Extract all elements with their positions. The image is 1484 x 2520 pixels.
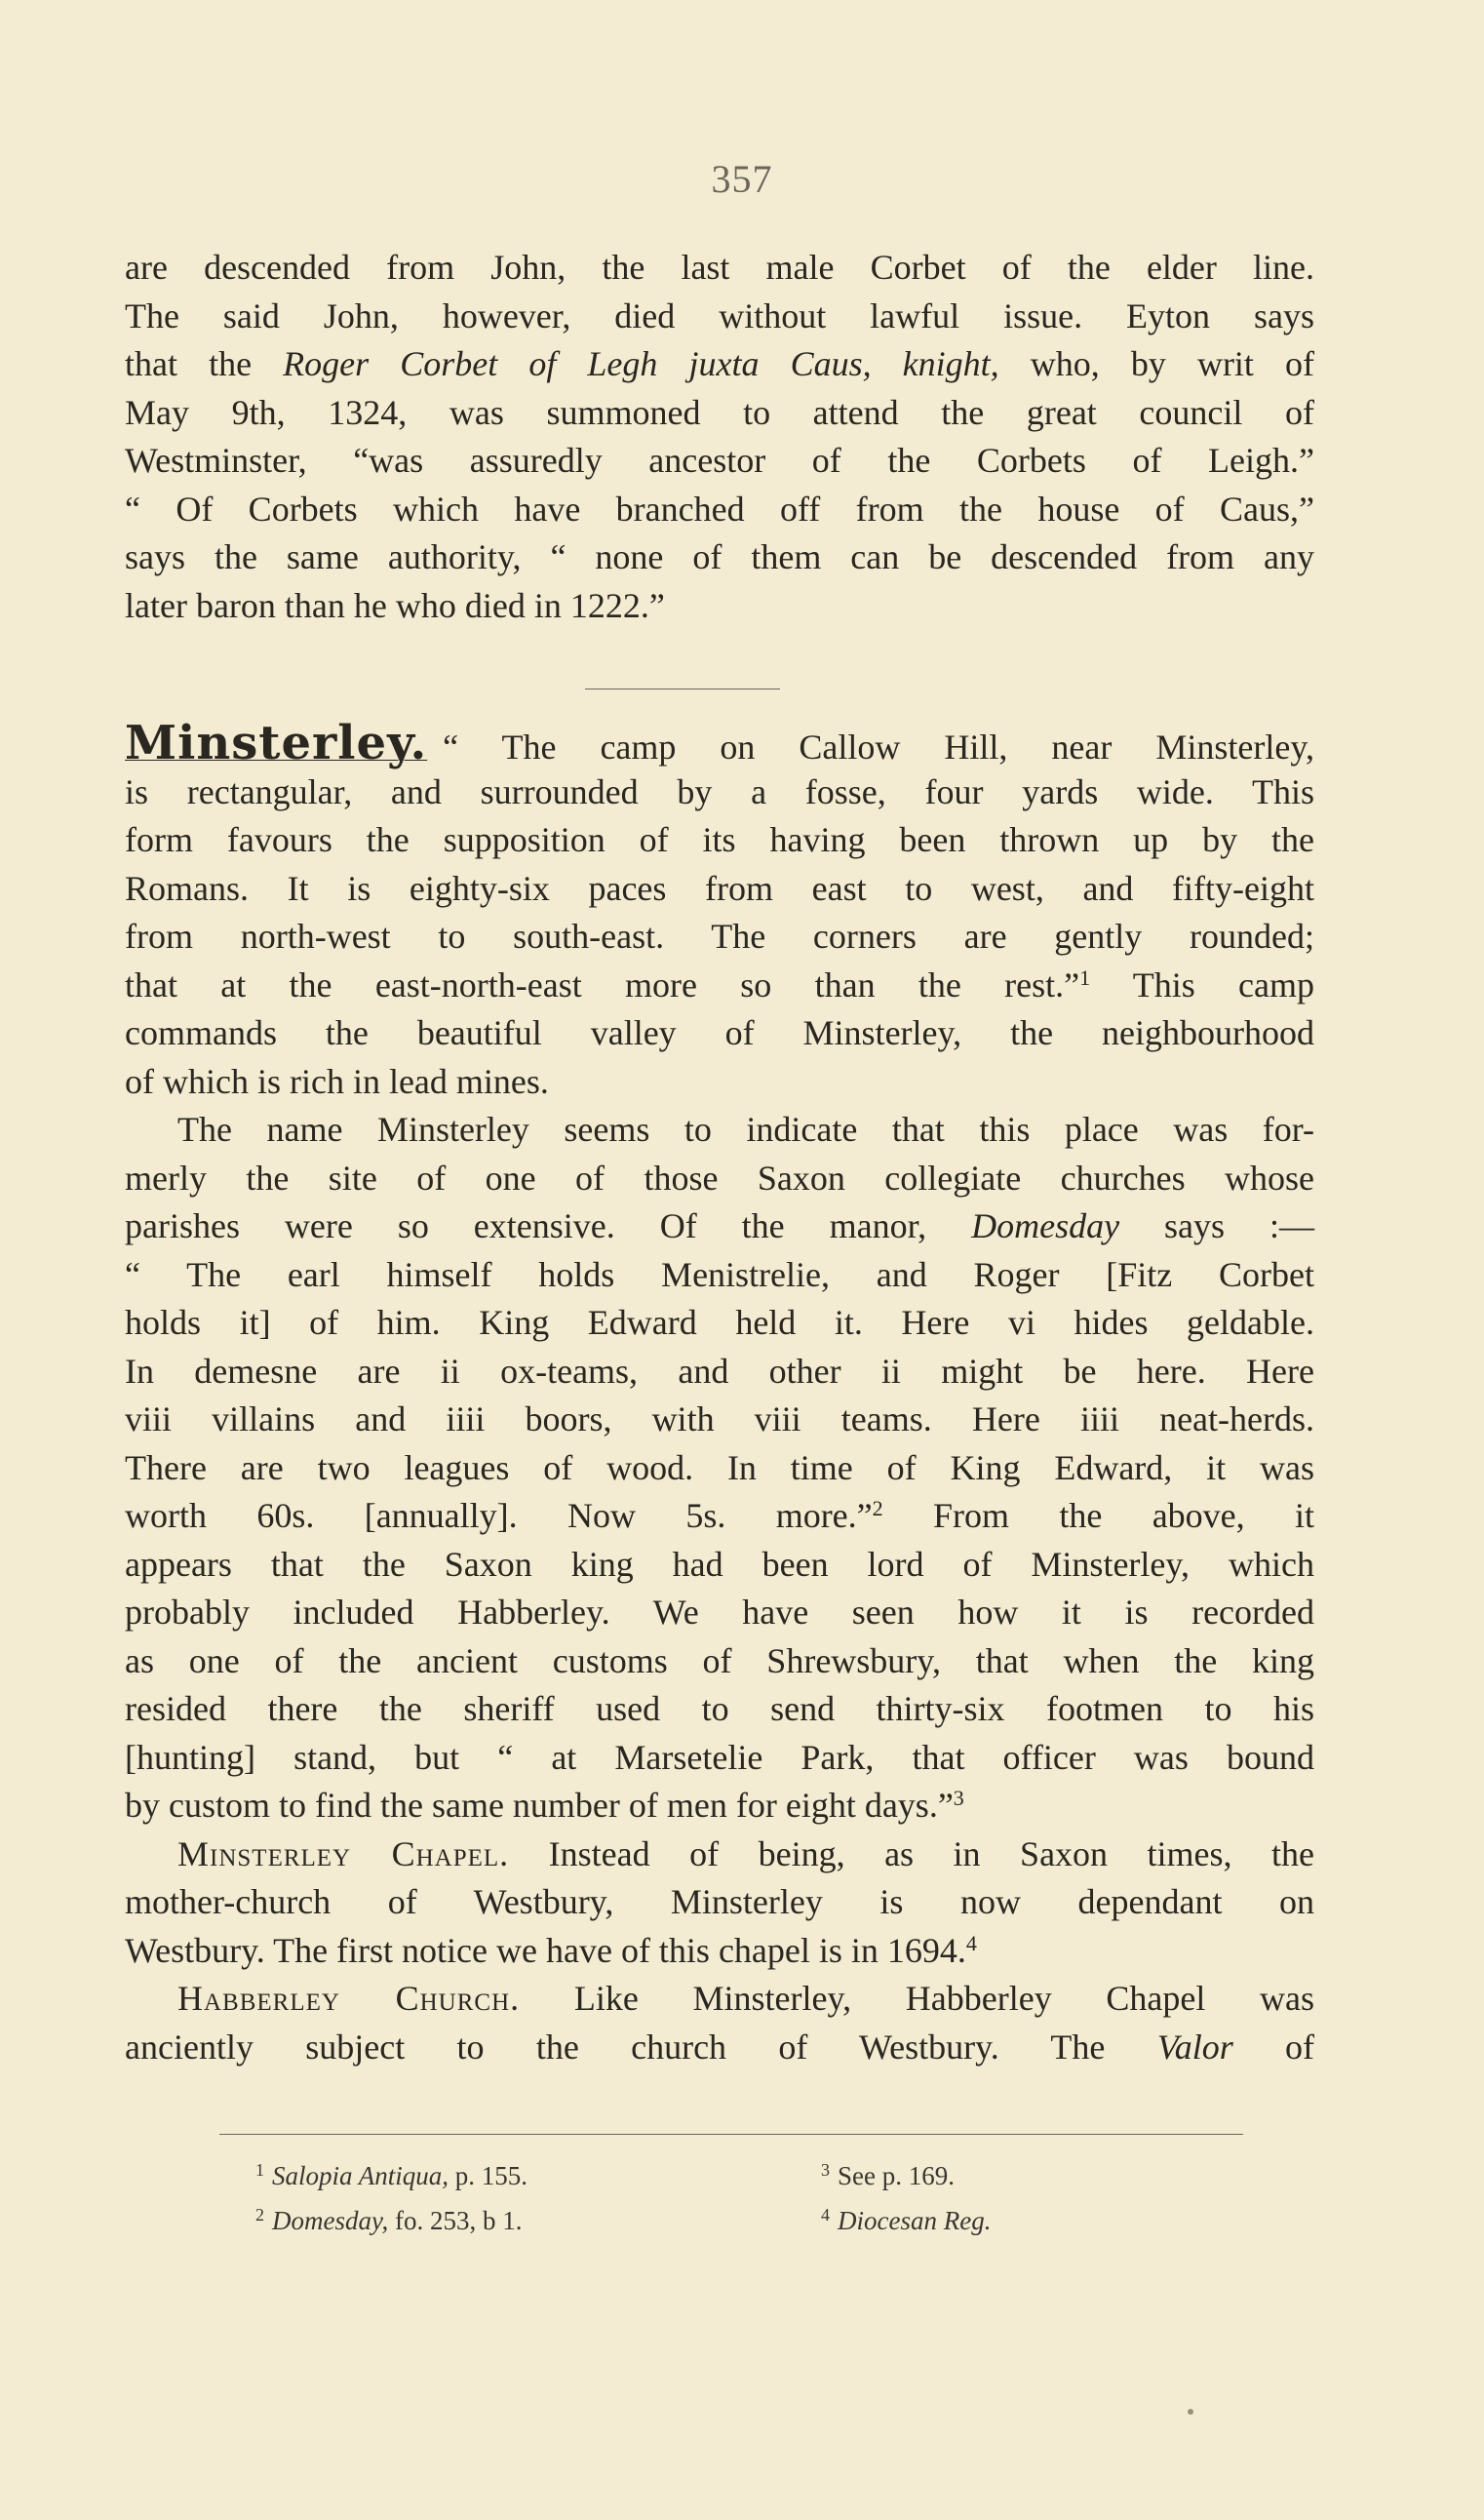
text-line: says the same authority, “ none of them can be descended from any xyxy=(125,537,1314,576)
text-line: resided there the sheriff used to send thirty-six footmen to his xyxy=(125,1689,1314,1728)
text-line: Minsterley Chapel. Instead of being, as in Saxon times, the xyxy=(177,1833,1315,1873)
text-line: mother-church of Westbury, Minsterley is now dependant on xyxy=(125,1882,1314,1921)
italic-text: Valor xyxy=(1156,2027,1233,2067)
text-line: by custom to find the same number of men for eight days.”$^3$ xyxy=(125,1786,964,1825)
text-line: parishes were so extensive. Of the manor, Domesday says :— xyxy=(125,1206,1315,1245)
subsection-heading: Minsterley Chapel. xyxy=(177,1833,510,1873)
text-line: [hunting] stand, but “ at Marsetelie Park, that officer was bound xyxy=(125,1737,1314,1777)
footnote: $^3$ See p. 169. xyxy=(821,2160,955,2190)
text-line: of which is rich in lead mines. xyxy=(125,1061,549,1101)
text-line: anciently subject to the church of Westbury. The Valor of xyxy=(125,2027,1314,2067)
text-line: probably included Habberley. We have seen how it is recorded xyxy=(125,1593,1314,1632)
italic-text: Roger Corbet of Legh juxta Caus, knight, xyxy=(283,344,999,383)
text-line: later baron than he who died in 1222.” xyxy=(125,585,665,625)
text-line: appears that the Saxon king had been lord of Minsterley, which xyxy=(125,1544,1314,1584)
text-line: May 9th, 1324, was summoned to attend the great council of xyxy=(125,392,1314,432)
text-line: that the Roger Corbet of Legh juxta Caus, knight, who, by writ of xyxy=(125,344,1315,383)
footnote-ref[interactable]: 3 xyxy=(953,1786,964,1810)
text-line: “ The earl himself holds Menistrelie, and Roger [Fitz Corbet xyxy=(125,1254,1314,1294)
page-number: 357 xyxy=(711,157,773,201)
text-line: In demesne are ii ox-teams, and other ii might be here. Here xyxy=(125,1351,1314,1391)
text-line: as one of the ancient customs of Shrewsbury, that when the king xyxy=(125,1640,1314,1680)
text-line: are descended from John, the last male Corbet of the elder line. xyxy=(125,248,1314,287)
text-line: The name Minsterley seems to indicate that this place was for- xyxy=(177,1110,1314,1149)
footnote-ref[interactable]: 1 xyxy=(1079,965,1091,990)
text-line: “ Of Corbets which have branched off from the house of Caus,” xyxy=(125,489,1314,529)
subsection-heading: Habberley Church. xyxy=(177,1979,521,2018)
text-line: The said John, however, died without lawful issue. Eyton says xyxy=(125,295,1314,335)
footnote: $^4$ Diocesan Reg. xyxy=(821,2205,992,2235)
text-line: is rectangular, and surrounded by a fosse, four yards wide. This xyxy=(125,771,1314,811)
footnote-ref[interactable]: 4 xyxy=(965,1930,977,1955)
text-line: that at the east-north-east more so than the rest.”$^1$ This camp xyxy=(125,965,1315,1004)
text-line: viii villains and iiii boors, with viii teams. Here iiii neat-herds. xyxy=(125,1399,1314,1438)
footnotes-left xyxy=(255,2150,762,2240)
text-line: Romans. It is eighty-six paces from east to west, and fifty-eight xyxy=(125,868,1314,908)
text-line: Westbury. The first notice we have of this chapel is in 1694.$^4$ xyxy=(125,1930,977,1970)
footnote: $^1$ Salopia Antiqua, p. 155. xyxy=(255,2160,528,2190)
footnotes-right xyxy=(821,2150,1308,2240)
paragraph-corbet xyxy=(125,244,1314,630)
paper-speck xyxy=(1188,2409,1193,2415)
section-heading: Minsterley. xyxy=(125,716,428,770)
footnote: $^2$ Domesday, fo. 253, b 1. xyxy=(255,2205,523,2235)
footnote-divider xyxy=(219,2134,1243,2135)
text-line: commands the beautiful valley of Minsterley, the neighbourhood xyxy=(125,1013,1314,1052)
italic-text: Domesday xyxy=(971,1206,1120,1245)
text-line: from north-west to south-east. The corners are gently rounded; xyxy=(125,917,1314,956)
text-line: form favours the supposition of its having been thrown up by the xyxy=(125,820,1314,859)
text-line: Minsterley. “ The camp on Callow Hill, near Minsterley, xyxy=(125,716,1314,770)
footnote-ref[interactable]: 2 xyxy=(872,1496,883,1520)
text-line: worth 60s. [annually]. Now 5s. more.”$^2$ From the above, it xyxy=(125,1496,1315,1535)
text-line: There are two leagues of wood. In time of King Edward, it was xyxy=(125,1447,1314,1487)
text-line: holds it] of him. King Edward held it. Here vi hides geldable. xyxy=(125,1303,1314,1342)
text-line: merly the site of one of those Saxon collegiate churches whose xyxy=(125,1158,1314,1198)
text-line: Habberley Church. Like Minsterley, Habberley Chapel was xyxy=(177,1979,1315,2018)
section-minsterley xyxy=(125,716,1315,2071)
text-line: Westminster, “was assuredly ancestor of the Corbets of Leigh.” xyxy=(125,441,1314,480)
